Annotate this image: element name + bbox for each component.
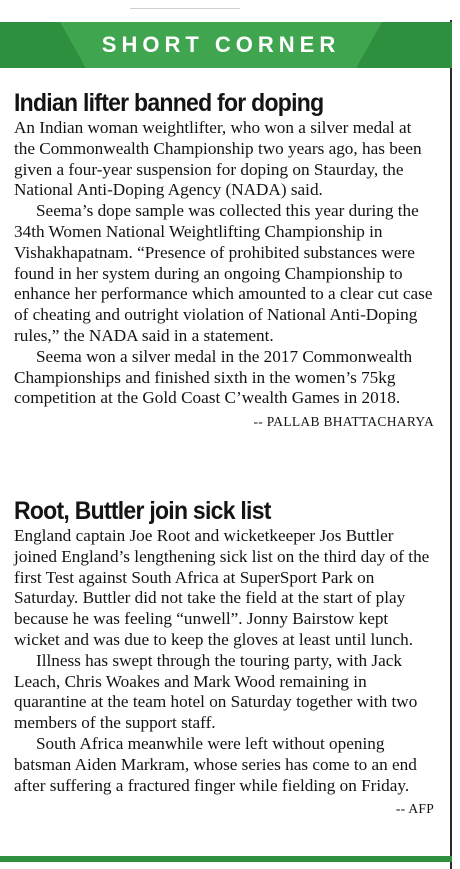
article-byline: -- AFP bbox=[395, 801, 434, 817]
article-sick-list bbox=[14, 496, 434, 820]
article-paragraph: Illness has swept through the touring party, with Jack Leach, Chris Woakes and Mark Wood remaining in quarantine at the team hotel on Saturday together with two members of the support staff. bbox=[14, 650, 418, 733]
article-headline: Indian lifter banned for doping bbox=[14, 89, 324, 117]
article-paragraph bbox=[14, 346, 434, 430]
bottom-rule bbox=[0, 856, 452, 862]
article-doping bbox=[14, 88, 434, 433]
article-headline: Root, Buttler join sick list bbox=[14, 497, 271, 525]
article-paragraph: An Indian woman weightlifter, who won a silver medal at the Commonwealth Championship two years ago, has been given a four-year suspension for doping on Staurday, the National Anti-Doping Agency (NADA) said. bbox=[14, 118, 422, 200]
top-strip bbox=[0, 0, 452, 20]
article-paragraph bbox=[14, 733, 434, 817]
article-byline: -- PALLAB BHATTACHARYA bbox=[253, 414, 434, 430]
article-paragraph: England captain Joe Root and wicketkeeper Jos Buttler joined England’s lengthening sick list on the third day of the first Test against South Africa at SuperSport Park on Saturday. Buttler did not take the field at the start of play because he was feeling “unwell”. Jonny Bairstow kept wicket and was due to keep the gloves at least until lunch. bbox=[14, 526, 430, 649]
section-title: SHORT CORNER bbox=[101, 32, 341, 57]
article-paragraph-text: Seema won a silver medal in the 2017 Commonwealth Championships and finished sixth in the women’s 75kg competition at the Gold Coast C’wealth Games in 2018. bbox=[14, 346, 413, 408]
article-paragraph-text: South Africa meanwhile were left without opening batsman Aiden Markram, whose series has come to an end after suffering a fractured finger while fielding on Friday. bbox=[14, 733, 417, 795]
previous-item-fragment bbox=[130, 0, 240, 9]
article-paragraph: Seema’s dope sample was collected this year during the 34th Women National Weightlifting Championship in Vishakhapatnam. “Presence of prohibited substances were found in her system during an ongoing Championship to enhance her performance which amounted to a clear cut case of cheating and outright violation of National Anti-Doping rules,” the NADA said in a statement. bbox=[14, 201, 433, 345]
